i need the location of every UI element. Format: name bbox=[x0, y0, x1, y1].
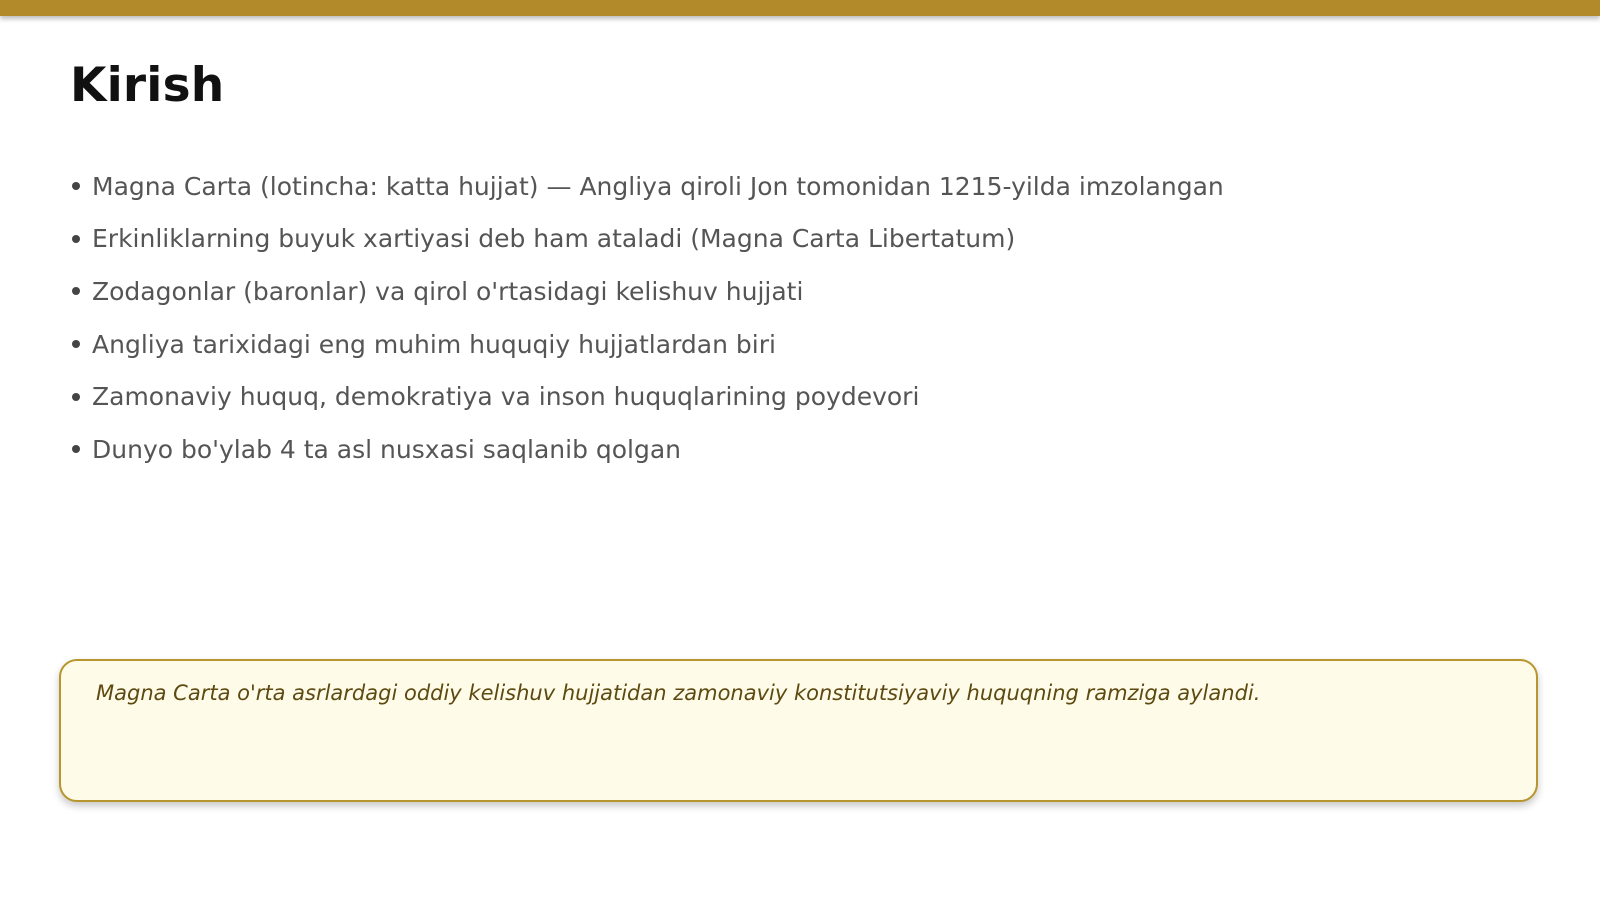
bullet-text: Magna Carta (lotincha: katta hujjat) — Angliya qiroli Jon tomonidan 1215-yilda imzolangan bbox=[92, 171, 1224, 201]
bullet-item bbox=[72, 318, 1224, 371]
quote-callout-box bbox=[59, 659, 1538, 802]
top-accent-bar bbox=[0, 0, 1600, 16]
bullet-dot-icon bbox=[72, 235, 80, 243]
bullet-text: Zodagonlar (baronlar) va qirol o'rtasidagi kelishuv hujjati bbox=[92, 276, 804, 306]
bullet-text: Dunyo bo'ylab 4 ta asl nusxasi saqlanib qolgan bbox=[92, 434, 682, 464]
bullet-dot-icon bbox=[72, 287, 80, 295]
bullet-dot-icon bbox=[72, 393, 80, 401]
bullet-text: Zamonaviy huquq, demokratiya va inson huquqlarining poydevori bbox=[92, 382, 920, 412]
bullet-item bbox=[72, 265, 1224, 318]
bullet-dot-icon bbox=[72, 340, 80, 348]
quote-text: Magna Carta o'rta asrlardagi oddiy kelishuv hujjatidan zamonaviy konstitutsiyaviy huquqning ramziga aylandi. bbox=[96, 681, 1261, 705]
bullet-dot-icon bbox=[72, 445, 80, 453]
bullet-list bbox=[72, 160, 1224, 476]
bullet-text: Erkinliklarning buyuk xartiyasi deb ham ataladi (Magna Carta Libertatum) bbox=[92, 224, 1016, 254]
bullet-text: Angliya tarixidagi eng muhim huquqiy hujjatlardan biri bbox=[92, 329, 776, 359]
slide-title: Kirish bbox=[70, 58, 225, 113]
bullet-item bbox=[72, 423, 1224, 476]
bullet-item bbox=[72, 213, 1224, 266]
bullet-item bbox=[72, 160, 1224, 213]
bullet-dot-icon bbox=[72, 182, 80, 190]
bullet-item bbox=[72, 370, 1224, 423]
